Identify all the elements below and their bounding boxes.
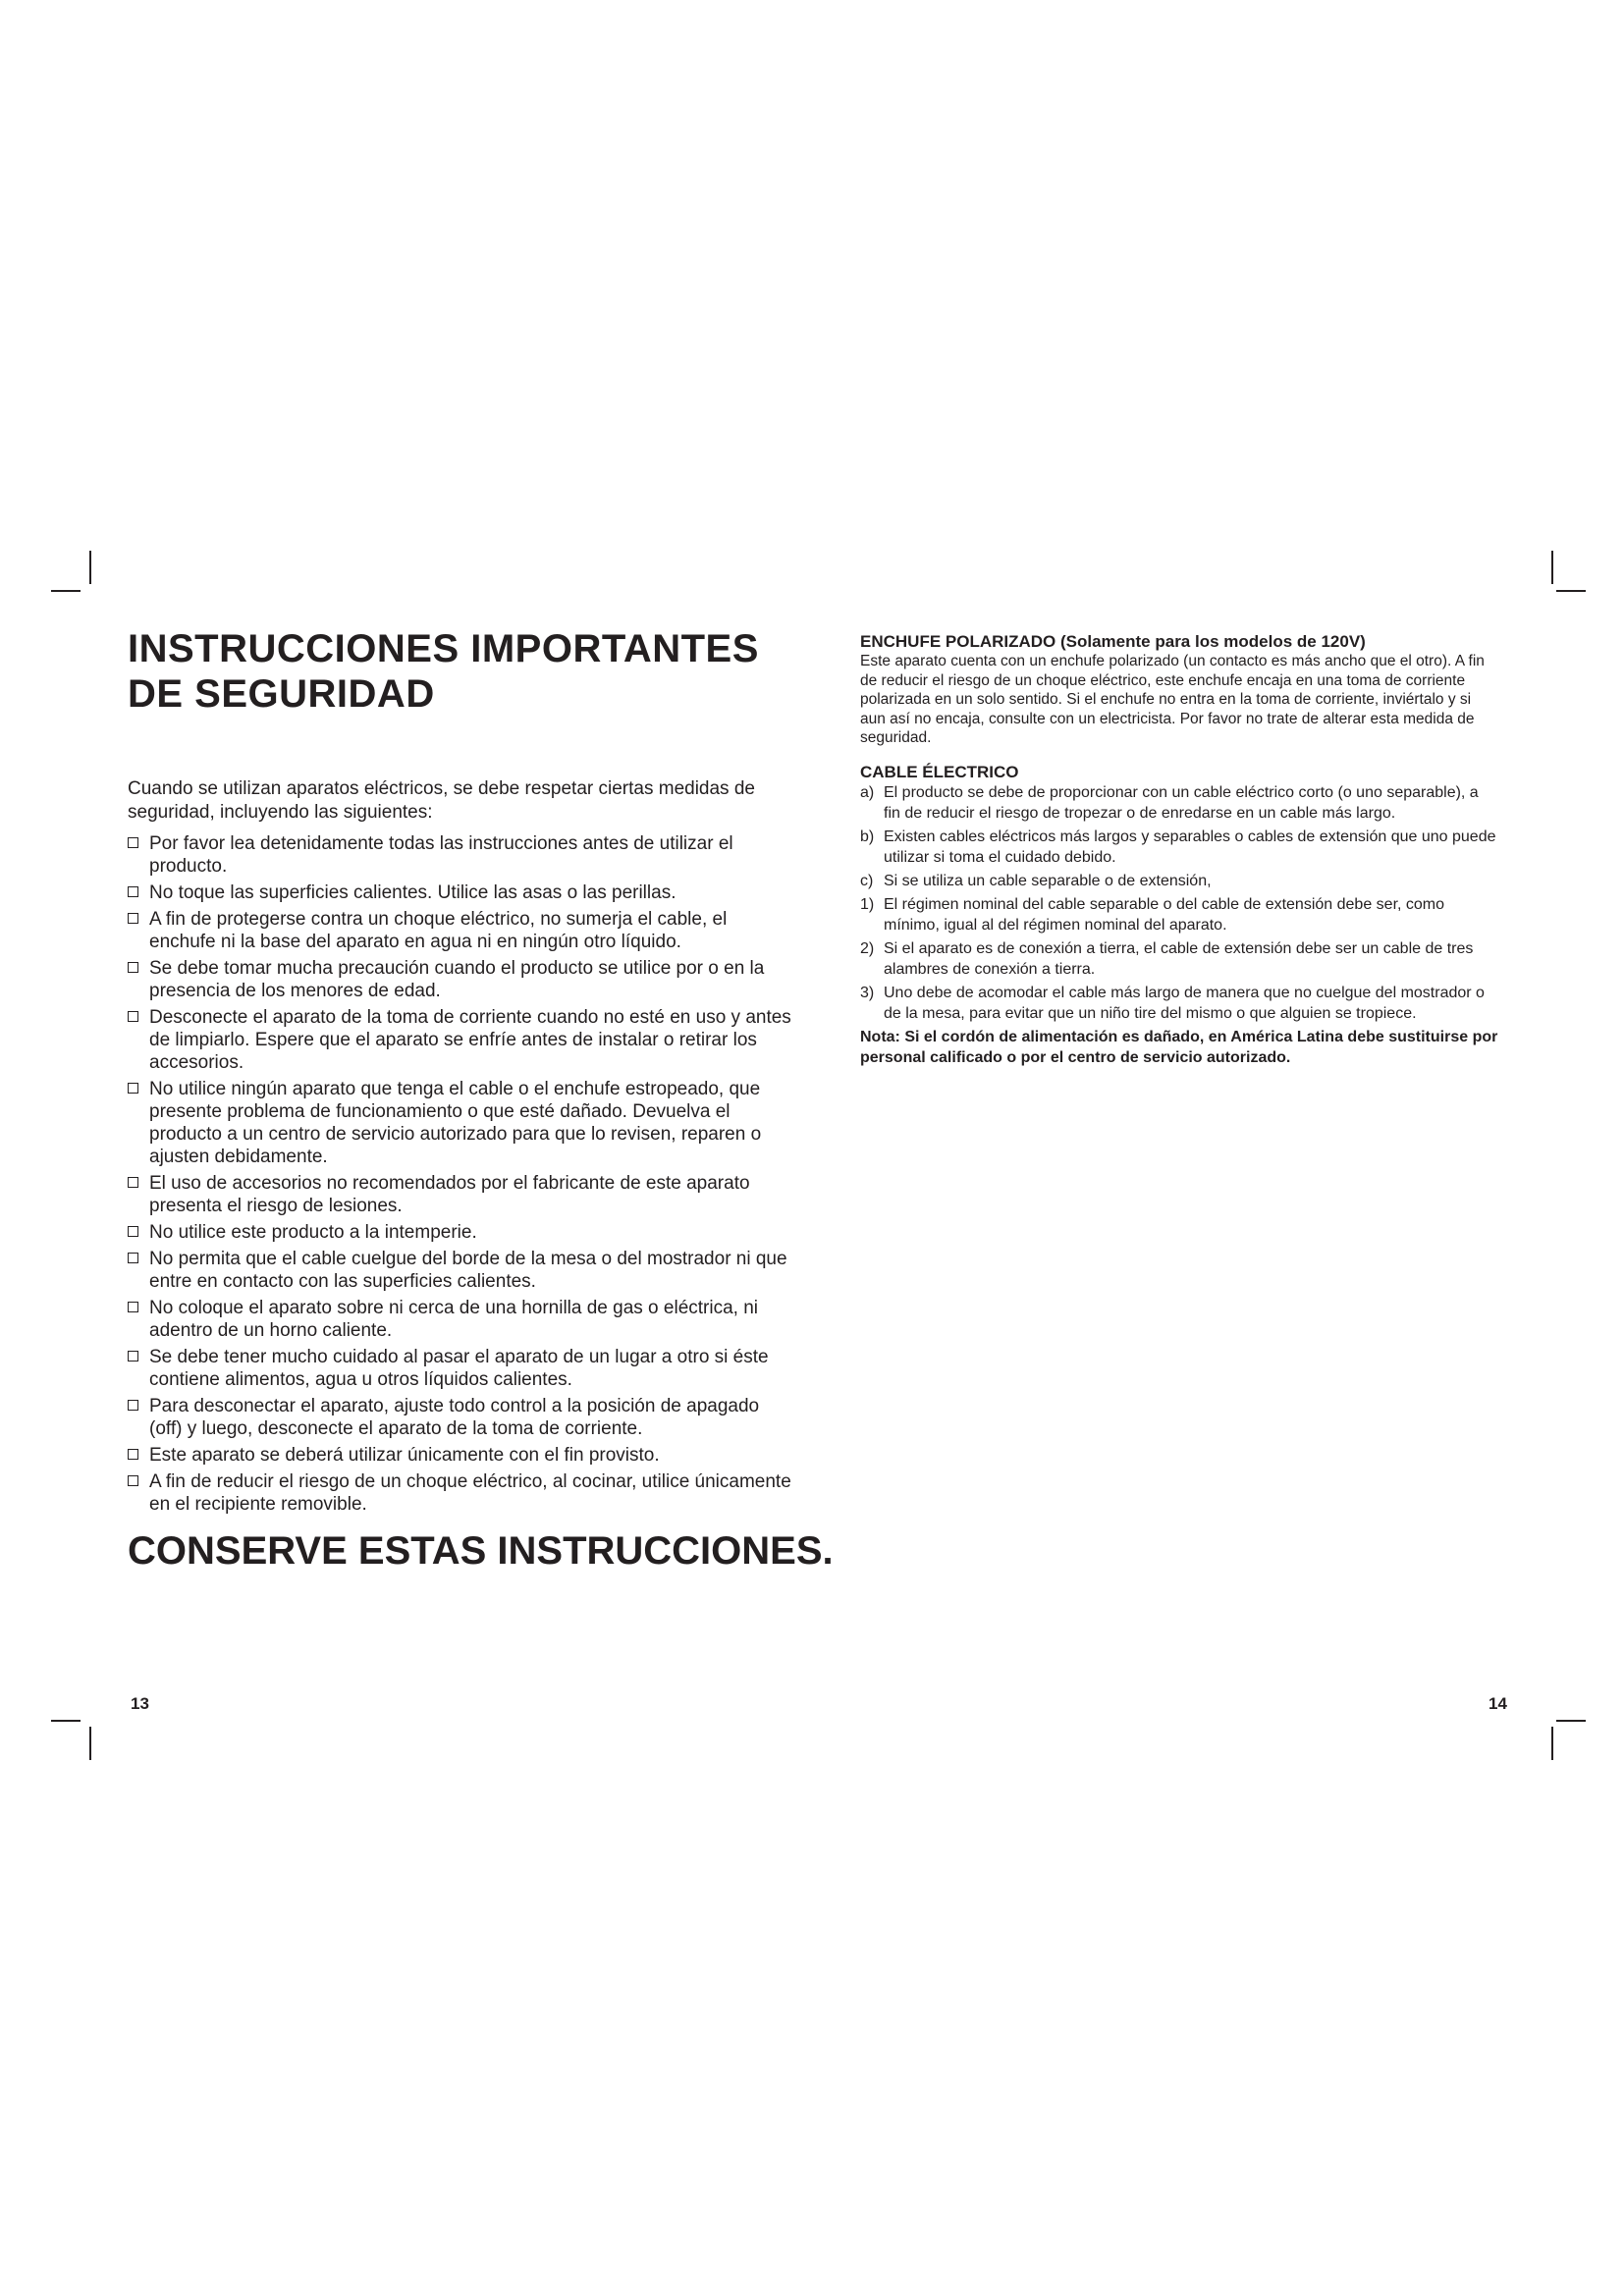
checkbox-icon <box>128 886 138 897</box>
list-item: No permita que el cable cuelgue del borde de la mesa o del mostrador ni que entre en contacto con las superficies calientes. <box>128 1248 791 1293</box>
closing-title: CONSERVE ESTAS INSTRUCCIONES. <box>128 1529 834 1573</box>
list-item: Se debe tener mucho cuidado al pasar el aparato de un lugar a otro si éste contiene alimentos, agua u otros líquidos calientes. <box>128 1346 791 1391</box>
left-page <box>128 626 791 1520</box>
list-item: Para desconectar el aparato, ajuste todo control a la posición de apagado (off) y luego, desconecte el aparato de la toma de corriente. <box>128 1395 791 1440</box>
cable-title: CABLE ÉLECTRICO <box>860 762 1019 781</box>
list-item: a) El producto se debe de proporcionar con un cable eléctrico corto (o uno separable), a fin de reducir el riesgo de tropezar o de enredarse en un cable más largo. <box>860 783 1479 822</box>
list-item: A fin de reducir el riesgo de un choque eléctrico, al cocinar, utilice únicamente en el recipiente removible. <box>128 1470 791 1516</box>
checkbox-icon <box>128 837 138 848</box>
crop-mark <box>1556 590 1586 592</box>
checkbox-icon <box>128 1226 138 1237</box>
polarized-plug-text: Este aparato cuenta con un enchufe polarizado (un contacto es más ancho que el otro). A fin de reducir el riesgo de un choque eléctrico, este enchufe encaja en una toma de corriente polarizada en un solo sentido. Si el enchufe no entra en la toma de corriente, inviértalo y si aun así no encaja, consulte con un electricista. Por favor no trate de alterar esta medida de seguridad. <box>860 653 1485 746</box>
crop-mark <box>89 551 91 584</box>
list-item: b) Existen cables eléctricos más largos y separables o cables de extensión que uno puede utilizar si toma el cuidado debido. <box>860 828 1496 866</box>
checkbox-icon <box>128 1302 138 1312</box>
list-item: 3) Uno debe de acomodar el cable más largo de manera que no cuelgue del mostrador o de la mesa, para evitar que un niño tire del mismo o que alguien se tropiece. <box>860 984 1485 1022</box>
list-item: 2) Si el aparato es de conexión a tierra, el cable de extensión debe ser un cable de tres alambres de conexión a tierra. <box>860 939 1474 978</box>
list-item: 1) El régimen nominal del cable separable o del cable de extensión debe ser, como mínimo, igual al del régimen nominal del aparato. <box>860 895 1445 934</box>
crop-mark <box>1556 1720 1586 1722</box>
page-number-left: 13 <box>131 1694 149 1713</box>
list-item: No coloque el aparato sobre ni cerca de una hornilla de gas o eléctrica, ni adentro de un horno caliente. <box>128 1297 791 1342</box>
checkbox-icon <box>128 1011 138 1022</box>
crop-mark <box>51 1720 81 1722</box>
crop-mark <box>51 590 81 592</box>
list-item: El uso de accesorios no recomendados por el fabricante de este aparato presenta el riesgo de lesiones. <box>128 1172 791 1217</box>
checkbox-icon <box>128 1400 138 1411</box>
checkbox-icon <box>128 1351 138 1362</box>
crop-mark <box>1551 1727 1553 1760</box>
page-number-right: 14 <box>1489 1694 1507 1713</box>
checkbox-icon <box>128 1449 138 1460</box>
page-title: INSTRUCCIONES IMPORTANTES DE SEGURIDAD <box>128 627 759 716</box>
checkbox-icon <box>128 1253 138 1263</box>
list-item: No toque las superficies calientes. Utilice las asas o las perillas. <box>128 881 791 904</box>
intro-text: Cuando se utilizan aparatos eléctricos, se debe respetar ciertas medidas de seguridad, incluyendo las siguientes: <box>128 778 755 823</box>
polarized-plug-title: ENCHUFE POLARIZADO (Solamente para los modelos de 120V) <box>860 632 1366 651</box>
list-item: No utilice este producto a la intemperie. <box>128 1221 791 1244</box>
checkbox-icon <box>128 962 138 973</box>
crop-mark <box>89 1727 91 1760</box>
list-item: Este aparato se deberá utilizar únicamente con el fin provisto. <box>128 1444 791 1467</box>
list-item: A fin de protegerse contra un choque eléctrico, no sumerja el cable, el enchufe ni la base del aparato en agua ni en ningún otro líquido. <box>128 908 791 953</box>
checkbox-icon <box>128 913 138 924</box>
list-item: Por favor lea detenidamente todas las instrucciones antes de utilizar el producto. <box>128 832 791 878</box>
safety-checklist <box>128 832 791 1516</box>
crop-mark <box>1551 551 1553 584</box>
checkbox-icon <box>128 1177 138 1188</box>
note-text: Nota: Si el cordón de alimentación es dañado, en América Latina debe sustituirse por personal calificado o por el centro de servicio autorizado. <box>860 1028 1498 1066</box>
list-item: No utilice ningún aparato que tenga el cable o el enchufe estropeado, que presente problema de funcionamiento o que esté dañado. Devuelva el producto a un centro de servicio autorizado para que lo revisen, reparen o ajusten debidamente. <box>128 1078 791 1168</box>
right-page <box>860 631 1498 1068</box>
list-item: Se debe tomar mucha precaución cuando el producto se utilice por o en la presencia de los menores de edad. <box>128 957 791 1002</box>
list-item: c) Si se utiliza un cable separable o de extensión, <box>860 872 1212 889</box>
checkbox-icon <box>128 1475 138 1486</box>
list-item: Desconecte el aparato de la toma de corriente cuando no esté en uso y antes de limpiarlo. Espere que el aparato se enfríe antes de instalar o retirar los accesorios. <box>128 1006 791 1074</box>
checkbox-icon <box>128 1083 138 1094</box>
cable-list <box>860 782 1498 1024</box>
